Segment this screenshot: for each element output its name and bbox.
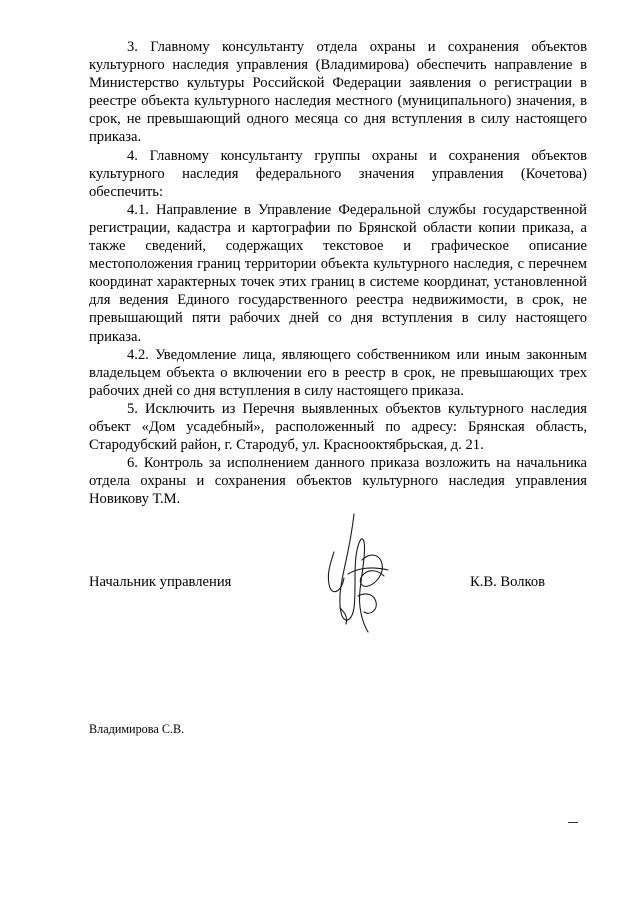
handwritten-signature-icon [318,512,396,638]
signatory-name: К.В. Волков [470,574,546,590]
executor-name: Владимирова С.В. [89,722,185,736]
signatory-position-title: Начальник управления [89,574,232,590]
paragraph-item-5: 5. Исключить из Перечня выявленных объектов культурного наследия объект «Дом усадебный», расположенный по адресу: Брянская область, Стародубский район, г. Стародуб, ул. Краснооктябрьская, д. 21. [89,400,587,454]
paragraph-item-4-2: 4.2. Уведомление лица, являющего собственником или иным законным владельцем объекта о включении его в реестр в срок, не превышающих трех рабочих дней со дня вступления в силу настоящего приказа. [89,346,587,399]
paragraph-item-4: 4. Главному консультанту группы охраны и сохранения объектов культурного наследия федерального значения управления (Кочетова) обеспечить: [89,147,587,200]
paragraph-item-6: 6. Контроль за исполнением данного приказа возложить на начальника отдела охраны и сохранения объектов культурного наследия управления Новикову Т.М. [89,455,587,508]
paragraph-item-4-1: 4.1. Направление в Управление Федеральной службы государственной регистрации, кадастра и картографии по Брянской области копии приказа, а также сведений, содержащих текстовое и графическое описание местоположения границ территории объекта культурного наследия, с перечнем координат характерных точек этих границ в системе координат, установленной для ведения Единого государственного реестра недвижимости, в срок, не превышающий пяти рабочих дней со дня вступления в силу настоящего приказа. [89,201,587,345]
order-body-text [89,38,587,508]
paragraph-item-3: 3. Главному консультанту отдела охраны и сохранения объектов культурного наследия управления (Владимирова) обеспечить направление в Министерство культуры Российской Федерации заявления о регистрации в реестре объекта культурного наследия местного (муниципального) значения, в срок, не превышающий одного месяца со дня вступления в силу настоящего приказа. [89,39,587,146]
page-mark-dash [568,822,578,823]
